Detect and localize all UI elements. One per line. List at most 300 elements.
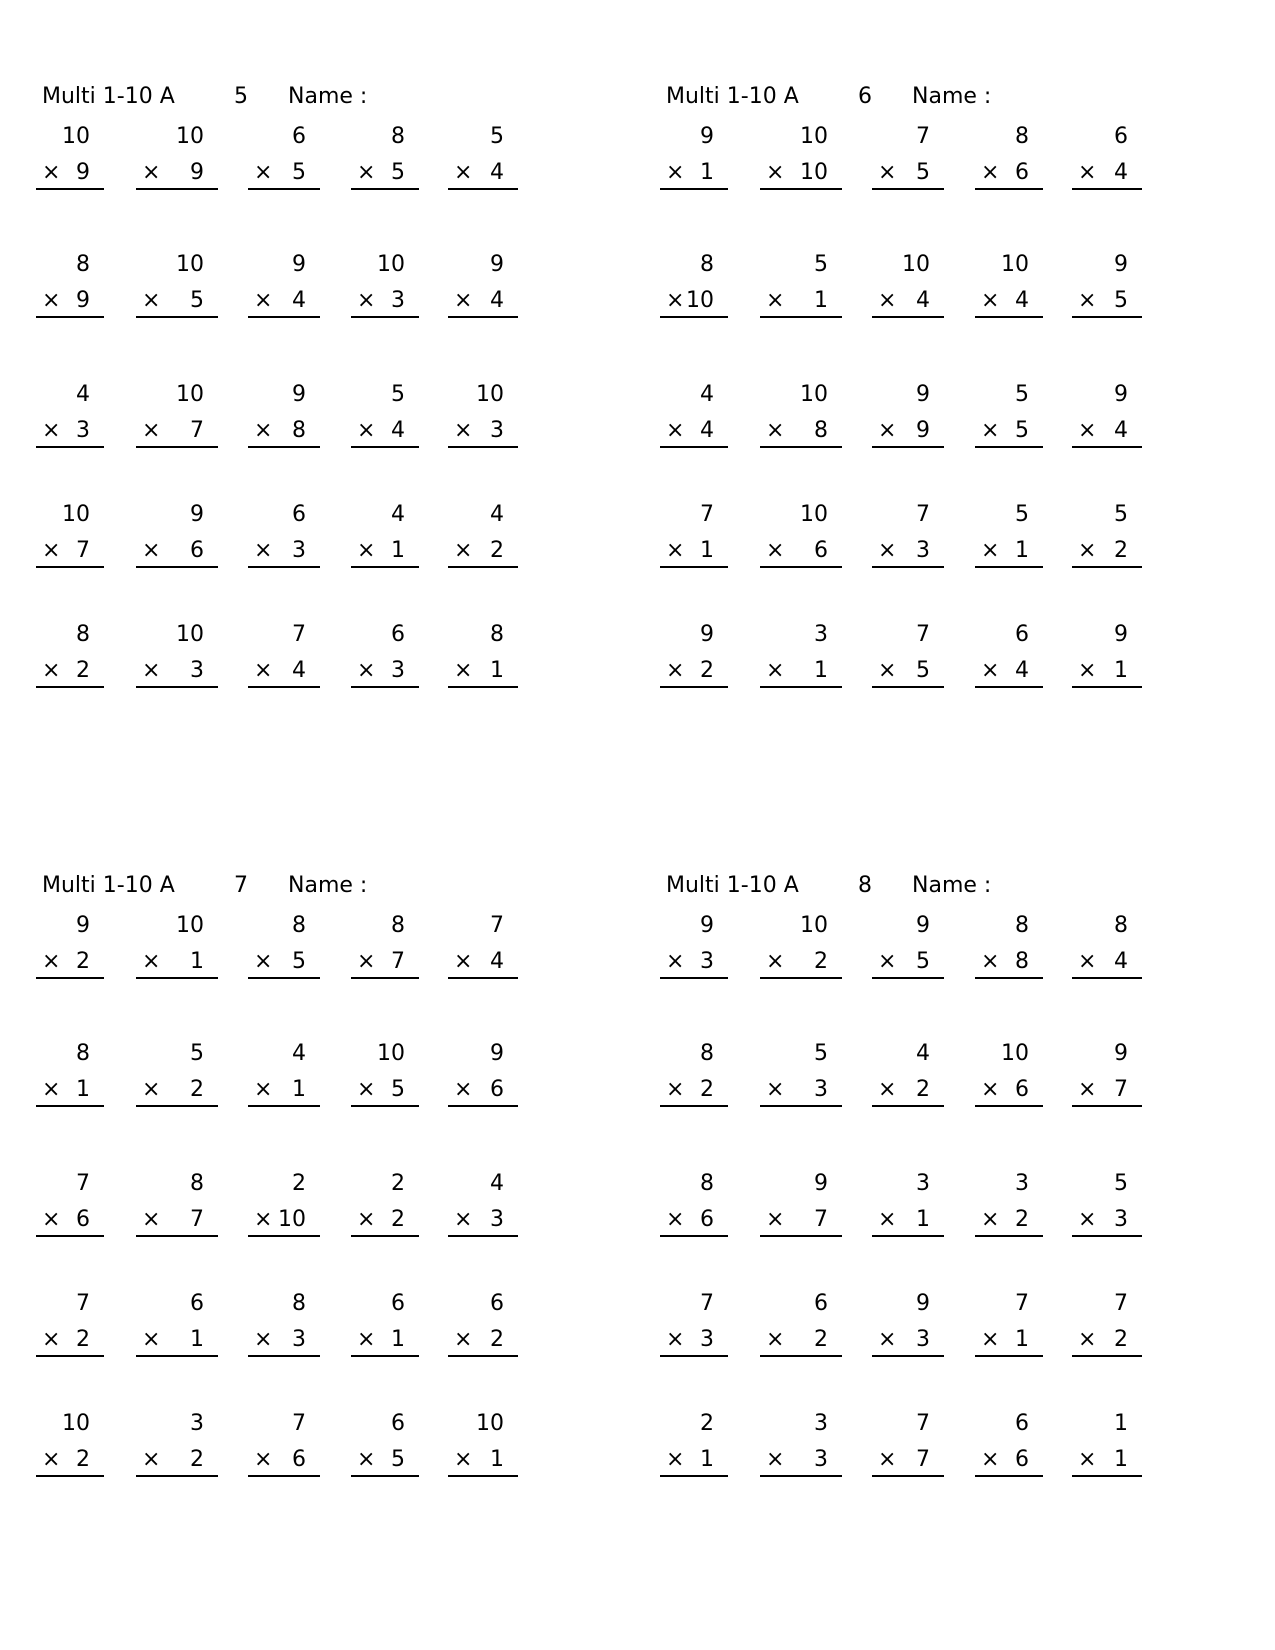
multiplier: 5 — [190, 288, 204, 313]
multiplier: 3 — [916, 1327, 930, 1352]
multiplier-line — [1072, 286, 1142, 318]
multiplicand: 10 — [176, 913, 204, 938]
multiplicand: 6 — [1015, 622, 1029, 647]
multiplication-problem — [760, 1171, 842, 1237]
times-sign: × — [666, 288, 685, 313]
multiplier-line — [660, 1205, 728, 1237]
times-sign: × — [42, 288, 61, 313]
multiplicand: 3 — [814, 1411, 828, 1436]
multiplicand: 8 — [76, 622, 90, 647]
name-label: Name : — [288, 873, 368, 898]
problem-row — [36, 252, 576, 318]
times-sign: × — [357, 949, 376, 974]
multiplier: 3 — [76, 418, 90, 443]
times-sign: × — [42, 1077, 61, 1102]
multiplier-line — [872, 536, 944, 568]
multiplicand: 9 — [916, 382, 930, 407]
worksheet-7 — [36, 871, 576, 1511]
multiplier-line — [760, 1325, 842, 1357]
multiplier: 2 — [76, 1327, 90, 1352]
times-sign: × — [878, 1077, 897, 1102]
multiplier: 4 — [700, 418, 714, 443]
multiplication-problem — [975, 622, 1043, 688]
multiplication-problem — [248, 382, 320, 448]
times-sign: × — [357, 160, 376, 185]
multiplication-problem — [136, 1291, 218, 1357]
multiplication-problem — [872, 1411, 944, 1477]
multiplier-line — [975, 656, 1043, 688]
multiplier: 2 — [391, 1207, 405, 1232]
multiplier: 4 — [1015, 658, 1029, 683]
multiplicand: 5 — [190, 1041, 204, 1066]
multiplication-problem — [36, 1291, 104, 1357]
times-sign: × — [766, 1327, 785, 1352]
multiplicand: 6 — [1015, 1411, 1029, 1436]
worksheet-number: 8 — [858, 873, 872, 898]
times-sign: × — [254, 1207, 273, 1232]
multiplication-problem — [1072, 124, 1142, 190]
multiplication-problem — [448, 502, 518, 568]
multiplication-problem — [351, 1171, 419, 1237]
multiplication-problem — [448, 1291, 518, 1357]
times-sign: × — [878, 1447, 897, 1472]
problem-row — [36, 1291, 576, 1357]
multiplicand: 8 — [700, 252, 714, 277]
problem-row — [660, 1171, 1200, 1237]
multiplication-problem — [1072, 1171, 1142, 1237]
multiplication-problem — [248, 1291, 320, 1357]
multiplicand: 9 — [700, 913, 714, 938]
times-sign: × — [454, 1447, 473, 1472]
multiplicand: 7 — [916, 1411, 930, 1436]
multiplier: 2 — [814, 949, 828, 974]
multiplier-line — [975, 1325, 1043, 1357]
times-sign: × — [142, 538, 161, 563]
multiplicand: 8 — [1015, 124, 1029, 149]
times-sign: × — [142, 1327, 161, 1352]
times-sign: × — [254, 160, 273, 185]
multiplicand: 9 — [700, 124, 714, 149]
multiplier-line — [351, 286, 419, 318]
times-sign: × — [142, 1447, 161, 1472]
multiplier: 1 — [391, 538, 405, 563]
multiplier-line — [136, 1075, 218, 1107]
multiplication-problem — [1072, 252, 1142, 318]
multiplier: 3 — [700, 949, 714, 974]
times-sign: × — [254, 538, 273, 563]
times-sign: × — [357, 1077, 376, 1102]
multiplication-problem — [36, 502, 104, 568]
multiplier: 3 — [490, 418, 504, 443]
worksheet-title: Multi 1-10 A — [666, 84, 799, 109]
multiplicand: 5 — [1114, 502, 1128, 527]
times-sign: × — [357, 538, 376, 563]
multiplier-line — [448, 286, 518, 318]
name-label: Name : — [912, 84, 992, 109]
multiplier: 2 — [190, 1447, 204, 1472]
multiplicand: 9 — [814, 1171, 828, 1196]
multiplier-line — [660, 286, 728, 318]
times-sign: × — [1078, 949, 1097, 974]
times-sign: × — [42, 658, 61, 683]
multiplicand: 10 — [800, 124, 828, 149]
multiplier-line — [351, 1075, 419, 1107]
multiplication-problem — [975, 1171, 1043, 1237]
multiplication-problem — [351, 124, 419, 190]
multiplication-problem — [975, 382, 1043, 448]
multiplicand: 9 — [292, 382, 306, 407]
multiplier-line — [448, 656, 518, 688]
multiplier: 2 — [190, 1077, 204, 1102]
multiplication-problem — [248, 1041, 320, 1107]
multiplication-problem — [975, 1291, 1043, 1357]
multiplication-problem — [660, 622, 728, 688]
multiplier: 9 — [190, 160, 204, 185]
times-sign: × — [981, 658, 1000, 683]
multiplicand: 10 — [476, 1411, 504, 1436]
multiplication-problem — [448, 1041, 518, 1107]
multiplicand: 10 — [377, 252, 405, 277]
times-sign: × — [1078, 418, 1097, 443]
multiplier: 1 — [292, 1077, 306, 1102]
multiplier: 2 — [1114, 538, 1128, 563]
multiplicand: 10 — [62, 124, 90, 149]
multiplier-line — [136, 158, 218, 190]
multiplier: 6 — [292, 1447, 306, 1472]
times-sign: × — [878, 418, 897, 443]
times-sign: × — [357, 1327, 376, 1352]
times-sign: × — [981, 1207, 1000, 1232]
worksheet-header — [666, 82, 992, 112]
multiplication-problem — [872, 1041, 944, 1107]
times-sign: × — [981, 418, 1000, 443]
times-sign: × — [357, 658, 376, 683]
multiplication-problem — [136, 382, 218, 448]
multiplier: 4 — [1114, 418, 1128, 443]
multiplier: 4 — [1114, 949, 1128, 974]
multiplicand: 8 — [292, 1291, 306, 1316]
multiplication-problem — [660, 1291, 728, 1357]
multiplier: 7 — [190, 1207, 204, 1232]
multiplication-problem — [36, 1041, 104, 1107]
multiplicand: 8 — [190, 1171, 204, 1196]
multiplier-line — [448, 158, 518, 190]
multiplier: 7 — [1114, 1077, 1128, 1102]
multiplier-line — [1072, 416, 1142, 448]
multiplier-line — [248, 1205, 320, 1237]
multiplier-line — [351, 1205, 419, 1237]
multiplier-line — [760, 286, 842, 318]
worksheet-title: Multi 1-10 A — [42, 84, 175, 109]
multiplication-problem — [448, 124, 518, 190]
multiplier: 5 — [292, 949, 306, 974]
multiplier-line — [248, 1325, 320, 1357]
multiplication-problem — [660, 1171, 728, 1237]
times-sign: × — [666, 1077, 685, 1102]
multiplier-line — [248, 1445, 320, 1477]
multiplier-line — [760, 656, 842, 688]
times-sign: × — [1078, 288, 1097, 313]
multiplicand: 9 — [76, 913, 90, 938]
multiplicand: 6 — [1114, 124, 1128, 149]
multiplicand: 9 — [916, 913, 930, 938]
multiplication-problem — [660, 124, 728, 190]
multiplier: 3 — [391, 658, 405, 683]
multiplier: 9 — [916, 418, 930, 443]
multiplier-line — [975, 1075, 1043, 1107]
multiplication-problem — [872, 622, 944, 688]
multiplier: 5 — [1114, 288, 1128, 313]
times-sign: × — [42, 418, 61, 443]
multiplication-problem — [872, 124, 944, 190]
times-sign: × — [766, 658, 785, 683]
times-sign: × — [766, 1447, 785, 1472]
multiplication-problem — [136, 622, 218, 688]
multiplier-line — [448, 1445, 518, 1477]
multiplier: 2 — [916, 1077, 930, 1102]
multiplier: 1 — [391, 1327, 405, 1352]
multiplicand: 9 — [700, 622, 714, 647]
times-sign: × — [878, 160, 897, 185]
multiplication-problem — [872, 913, 944, 979]
times-sign: × — [454, 538, 473, 563]
multiplicand: 10 — [800, 502, 828, 527]
times-sign: × — [666, 1447, 685, 1472]
multiplication-problem — [760, 502, 842, 568]
multiplicand: 7 — [700, 1291, 714, 1316]
multiplier: 3 — [700, 1327, 714, 1352]
times-sign: × — [1078, 658, 1097, 683]
multiplication-problem — [975, 1411, 1043, 1477]
worksheet-6 — [660, 82, 1200, 722]
multiplier-line — [448, 1205, 518, 1237]
multiplier-line — [1072, 1075, 1142, 1107]
multiplication-problem — [248, 502, 320, 568]
multiplicand: 2 — [292, 1171, 306, 1196]
multiplier: 7 — [190, 418, 204, 443]
multiplier-line — [1072, 1325, 1142, 1357]
multiplication-problem — [975, 502, 1043, 568]
times-sign: × — [454, 1207, 473, 1232]
multiplier-line — [975, 416, 1043, 448]
multiplicand: 9 — [1114, 1041, 1128, 1066]
multiplicand: 9 — [1114, 622, 1128, 647]
problem-row — [660, 1411, 1200, 1477]
multiplication-problem — [36, 382, 104, 448]
worksheet-header — [666, 871, 992, 901]
multiplier: 3 — [1114, 1207, 1128, 1232]
multiplicand: 10 — [176, 124, 204, 149]
times-sign: × — [254, 658, 273, 683]
multiplicand: 4 — [490, 1171, 504, 1196]
multiplier-line — [351, 1445, 419, 1477]
multiplier: 1 — [76, 1077, 90, 1102]
multiplicand: 9 — [190, 502, 204, 527]
multiplication-problem — [975, 252, 1043, 318]
multiplier: 5 — [391, 160, 405, 185]
multiplier: 3 — [916, 538, 930, 563]
times-sign: × — [766, 538, 785, 563]
multiplication-problem — [36, 124, 104, 190]
times-sign: × — [1078, 160, 1097, 185]
multiplication-problem — [760, 124, 842, 190]
multiplier-line — [36, 1075, 104, 1107]
multiplier-line — [248, 1075, 320, 1107]
multiplicand: 5 — [1114, 1171, 1128, 1196]
multiplicand: 4 — [76, 382, 90, 407]
times-sign: × — [981, 949, 1000, 974]
multiplicand: 5 — [814, 1041, 828, 1066]
times-sign: × — [666, 949, 685, 974]
multiplicand: 7 — [700, 502, 714, 527]
multiplication-problem — [36, 1171, 104, 1237]
multiplier-line — [975, 536, 1043, 568]
multiplication-problem — [351, 1291, 419, 1357]
multiplicand: 5 — [490, 124, 504, 149]
multiplicand: 4 — [490, 502, 504, 527]
multiplier-line — [248, 286, 320, 318]
multiplication-problem — [660, 252, 728, 318]
multiplication-problem — [136, 252, 218, 318]
multiplicand: 7 — [292, 622, 306, 647]
times-sign: × — [666, 1327, 685, 1352]
multiplicand: 5 — [1015, 502, 1029, 527]
multiplier-line — [975, 158, 1043, 190]
multiplication-problem — [248, 913, 320, 979]
multiplier: 1 — [490, 658, 504, 683]
multiplication-problem — [975, 1041, 1043, 1107]
problem-row — [36, 1411, 576, 1477]
times-sign: × — [1078, 1207, 1097, 1232]
multiplicand: 8 — [292, 913, 306, 938]
multiplier: 4 — [916, 288, 930, 313]
multiplier-line — [351, 158, 419, 190]
multiplier-line — [248, 656, 320, 688]
multiplier: 5 — [1015, 418, 1029, 443]
multiplication-problem — [1072, 1041, 1142, 1107]
times-sign: × — [666, 658, 685, 683]
times-sign: × — [357, 1207, 376, 1232]
times-sign: × — [766, 949, 785, 974]
multiplier: 4 — [490, 288, 504, 313]
times-sign: × — [1078, 1327, 1097, 1352]
multiplier: 2 — [76, 1447, 90, 1472]
times-sign: × — [42, 538, 61, 563]
multiplicand: 10 — [62, 1411, 90, 1436]
multiplier: 10 — [686, 288, 714, 313]
multiplicand: 8 — [76, 252, 90, 277]
multiplication-problem — [1072, 382, 1142, 448]
multiplicand: 10 — [176, 382, 204, 407]
multiplier: 3 — [190, 658, 204, 683]
multiplication-problem — [760, 1291, 842, 1357]
times-sign: × — [142, 949, 161, 974]
multiplicand: 6 — [391, 1291, 405, 1316]
multiplier: 1 — [916, 1207, 930, 1232]
multiplication-problem — [760, 622, 842, 688]
multiplicand: 10 — [377, 1041, 405, 1066]
times-sign: × — [666, 418, 685, 443]
multiplication-problem — [448, 252, 518, 318]
multiplication-problem — [975, 124, 1043, 190]
multiplicand: 7 — [916, 124, 930, 149]
worksheet-header — [42, 82, 368, 112]
multiplication-problem — [760, 1041, 842, 1107]
multiplication-problem — [872, 252, 944, 318]
multiplier-line — [36, 286, 104, 318]
multiplier: 1 — [700, 160, 714, 185]
multiplier: 4 — [292, 658, 306, 683]
multiplicand: 3 — [190, 1411, 204, 1436]
multiplicand: 7 — [76, 1171, 90, 1196]
multiplier: 2 — [700, 1077, 714, 1102]
multiplicand: 2 — [700, 1411, 714, 1436]
multiplication-problem — [872, 1171, 944, 1237]
times-sign: × — [254, 1327, 273, 1352]
multiplier: 2 — [814, 1327, 828, 1352]
multiplier: 5 — [916, 160, 930, 185]
multiplier-line — [1072, 1445, 1142, 1477]
multiplier: 2 — [490, 1327, 504, 1352]
times-sign: × — [142, 658, 161, 683]
times-sign: × — [666, 160, 685, 185]
problem-row — [660, 124, 1200, 190]
multiplier-line — [448, 1325, 518, 1357]
multiplication-problem — [351, 252, 419, 318]
times-sign: × — [357, 288, 376, 313]
problem-row — [660, 1291, 1200, 1357]
multiplier-line — [975, 1445, 1043, 1477]
times-sign: × — [1078, 538, 1097, 563]
multiplication-problem — [248, 252, 320, 318]
multiplier: 2 — [1114, 1327, 1128, 1352]
multiplier-line — [660, 536, 728, 568]
multiplication-problem — [760, 1411, 842, 1477]
multiplier: 1 — [1114, 1447, 1128, 1472]
multiplication-problem — [448, 1171, 518, 1237]
multiplicand: 6 — [391, 622, 405, 647]
multiplier: 4 — [490, 949, 504, 974]
multiplication-problem — [448, 382, 518, 448]
times-sign: × — [878, 538, 897, 563]
multiplier-line — [448, 1075, 518, 1107]
multiplier: 6 — [1015, 160, 1029, 185]
multiplier: 6 — [1015, 1077, 1029, 1102]
multiplier-line — [36, 947, 104, 979]
multiplier: 7 — [916, 1447, 930, 1472]
times-sign: × — [42, 949, 61, 974]
times-sign: × — [1078, 1077, 1097, 1102]
multiplier-line — [36, 416, 104, 448]
multiplication-problem — [448, 913, 518, 979]
multiplier: 3 — [814, 1447, 828, 1472]
multiplicand: 3 — [814, 622, 828, 647]
multiplicand: 10 — [176, 622, 204, 647]
multiplicand: 10 — [476, 382, 504, 407]
multiplication-problem — [760, 913, 842, 979]
multiplier-line — [248, 416, 320, 448]
multiplier-line — [351, 947, 419, 979]
multiplicand: 7 — [292, 1411, 306, 1436]
multiplier-line — [1072, 536, 1142, 568]
multiplicand: 9 — [490, 1041, 504, 1066]
multiplicand: 4 — [391, 502, 405, 527]
multiplier: 2 — [76, 949, 90, 974]
multiplication-problem — [660, 1411, 728, 1477]
multiplication-problem — [351, 913, 419, 979]
multiplication-problem — [448, 1411, 518, 1477]
multiplier: 5 — [391, 1447, 405, 1472]
